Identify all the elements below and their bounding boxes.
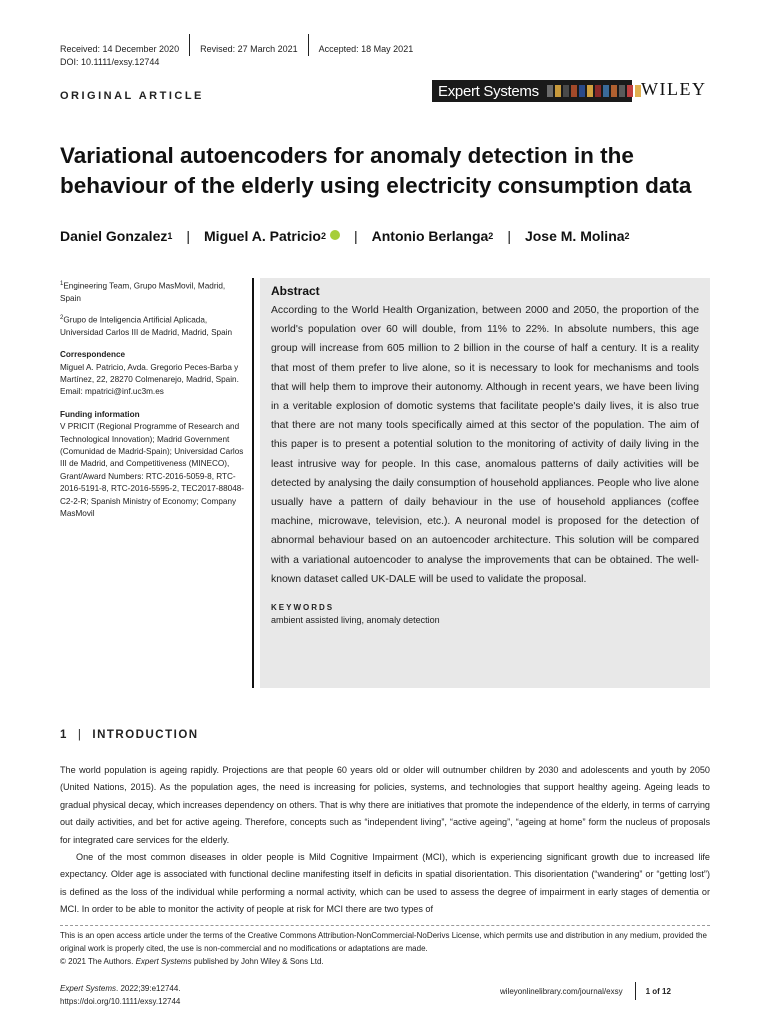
accepted-date: Accepted: 18 May 2021 — [318, 44, 414, 54]
footer-volume: . 2022;39:e12744. — [116, 984, 181, 993]
license-text: This is an open access article under the terms of the Creative Commons Attribution-NonCommercial-NoDerivs License, which permits use and distribution in any medium, provided the original work is properly cited, the use is non-commercial and no modifications or adaptations are made. — [60, 931, 707, 953]
journal-logo-text: Expert Systems — [438, 82, 539, 100]
author-affiliation: 1 — [167, 231, 173, 241]
footer-site — [500, 982, 671, 1000]
body-text — [60, 762, 710, 919]
section-separator: | — [77, 729, 83, 741]
author-affiliation: 2 — [624, 231, 630, 241]
affiliation-text: Grupo de Inteligencia Artificial Aplicada, Universidad Carlos III de Madrid, Madrid, Spain — [60, 315, 233, 337]
journal-logo-graphic — [547, 85, 641, 97]
author-name[interactable]: Daniel Gonzalez — [60, 228, 168, 244]
article-info-sidebar — [60, 278, 246, 520]
copyright-suffix: published by John Wiley & Sons Ltd. — [191, 957, 324, 966]
copyright-journal: Expert Systems — [135, 957, 192, 966]
abstract-box — [260, 278, 710, 688]
footer-journal: Expert Systems — [60, 984, 117, 993]
revised-date: Revised: 27 March 2021 — [200, 44, 298, 54]
funding-heading: Funding information — [60, 409, 140, 419]
sidebar-divider — [252, 278, 254, 688]
funding-text: V PRICIT (Regional Programme of Research and Technological Innovation); Madrid Government (Comunidad de Madrid-Spain); Universidad Carlos III de Madrid, and Competitiveness (MINECO), Grant/Award Numbers: RTC-2016-5059-8, RTC-2016-5191-8, RTC-2016-5595-2, TEC2017-88048-C2-2-R; Spanish Ministry of Economy; Company MasMovil — [60, 422, 245, 518]
section-number: 1 — [60, 729, 68, 741]
page-number: 1 of 12 — [645, 986, 671, 996]
affiliation-1 — [60, 278, 246, 306]
abstract-heading: Abstract — [271, 284, 320, 298]
author-affiliation: 2 — [320, 231, 326, 241]
journal-logo — [432, 80, 632, 102]
date-separator — [189, 34, 190, 56]
copyright-line — [60, 955, 710, 968]
received-date: Received: 14 December 2020 — [60, 44, 180, 54]
affiliation-number: 2 — [60, 314, 64, 321]
footnote-divider — [60, 925, 710, 926]
citation-line — [60, 982, 181, 995]
license-note — [60, 929, 710, 968]
affiliation-text: Engineering Team, Grupo MasMovil, Madrid, Spain — [60, 281, 226, 304]
article-title: Variational autoencoders for anomaly detection in the behaviour of the elderly using electricity consumption data — [60, 143, 692, 198]
section-heading — [60, 729, 199, 741]
keywords-list: ambient assisted living, anomaly detection — [271, 615, 440, 626]
author-separator: | — [186, 228, 191, 244]
footer-citation — [60, 982, 181, 1008]
doi[interactable]: DOI: 10.1111/exsy.12744 — [60, 57, 160, 67]
keywords-heading: KEYWORDS — [271, 603, 335, 613]
correspondence-text: Miguel A. Patricio, Avda. Gregorio Peces-Barba y Martínez, 22, 28270 Colmenarejo, Madrid, Spain. — [60, 362, 239, 384]
article-type: ORIGINAL ARTICLE — [60, 90, 204, 102]
date-separator — [308, 34, 309, 56]
journal-site-link[interactable]: wileyonlinelibrary.com/journal/exsy — [500, 986, 623, 996]
body-paragraph: One of the most common diseases in older people is Mild Cognitive Impairment (MCI), which is experiencing significant growth due to increased life expectancy. Older age is associated with functional decline manifesting itself in deficits in spatial disorientation. This disorientation (“wandering” or “getting lost”) is defined as the loss of the individual while performing a normal activity, which can be used to assess the degree of impairment in early stages of dementia or MCI. In order to be able to monitor the activity of people at risk for MCI there are two types of — [60, 852, 710, 915]
publisher-logo: WILEY — [641, 79, 707, 99]
author-name[interactable]: Miguel A. Patricio — [204, 228, 321, 244]
section-title: INTRODUCTION — [92, 729, 199, 741]
author-affiliation: 2 — [488, 231, 494, 241]
footer-doi-link[interactable]: https://doi.org/10.1111/exsy.12744 — [60, 997, 181, 1006]
abstract-text: According to the World Health Organization, between 2000 and 2050, the proportion of the world's population over 60 will double, from 11% to 22%. In absolute numbers, this age group will increase from 605 million to 2 billion in the course of half a century. It is a reality that most of them prefer to live alone, so it is necessary to look for mechanisms and tools that will help them to improve their autonomy. Although in recent years, we have been living in a veritable explosion of domotic systems that facilitate people's daily lives, it is also true that there are not many tools specifically aimed at this sector of the population. The aim of this paper is to present a potential solution to the monitoring of activity of daily living in the least intrusive way for people. In this case, anomalous patterns of daily activities will be detected by analysing the daily consumption of household appliances. People who live alone usually have a pattern of daily behaviour in the use of household appliances (coffee machine, microwave, television, etc.). A neuronal model is proposed for the detection of abnormal behaviour based on an autoencoder architecture. This solution will be compared with a variational autoencoder to analyse the improvements that can be obtained. The well-known dataset called UK-DALE will be used to validate the proposal. — [271, 305, 699, 585]
copyright-prefix: © 2021 The Authors. — [60, 957, 136, 966]
correspondence-email[interactable]: Email: mpatrici@inf.uc3m.es — [60, 387, 164, 397]
affiliation-number: 1 — [60, 281, 64, 287]
orcid-icon[interactable] — [330, 230, 340, 240]
author-list — [60, 228, 630, 244]
footer-separator — [635, 982, 636, 1000]
author-name[interactable]: Antonio Berlanga — [371, 228, 489, 244]
author-name[interactable]: Jose M. Molina — [524, 228, 625, 244]
affiliation-2 — [60, 312, 246, 340]
correspondence-heading: Correspondence — [60, 350, 126, 360]
author-separator: | — [353, 228, 358, 244]
author-separator: | — [507, 228, 511, 244]
body-paragraph: The world population is ageing rapidly. Projections are that people 60 years old or older will outnumber children by 2030 and adolescents and youth by 2050 (United Nations, 2015). As the population ages, the need is increasing for policies, systems, and technologies that support healthy ageing. Ageing leads to gradual physical decay, which increases dependency on others. That is why there are initiatives that promote the independence of the elderly, in terms of carrying out daily activities, and bet for active ageing. Therefore, concepts such as “independent living”, “active ageing”, “ageing at home” form the nucleus of proposals for integrated care services for the elderly. — [60, 765, 710, 845]
